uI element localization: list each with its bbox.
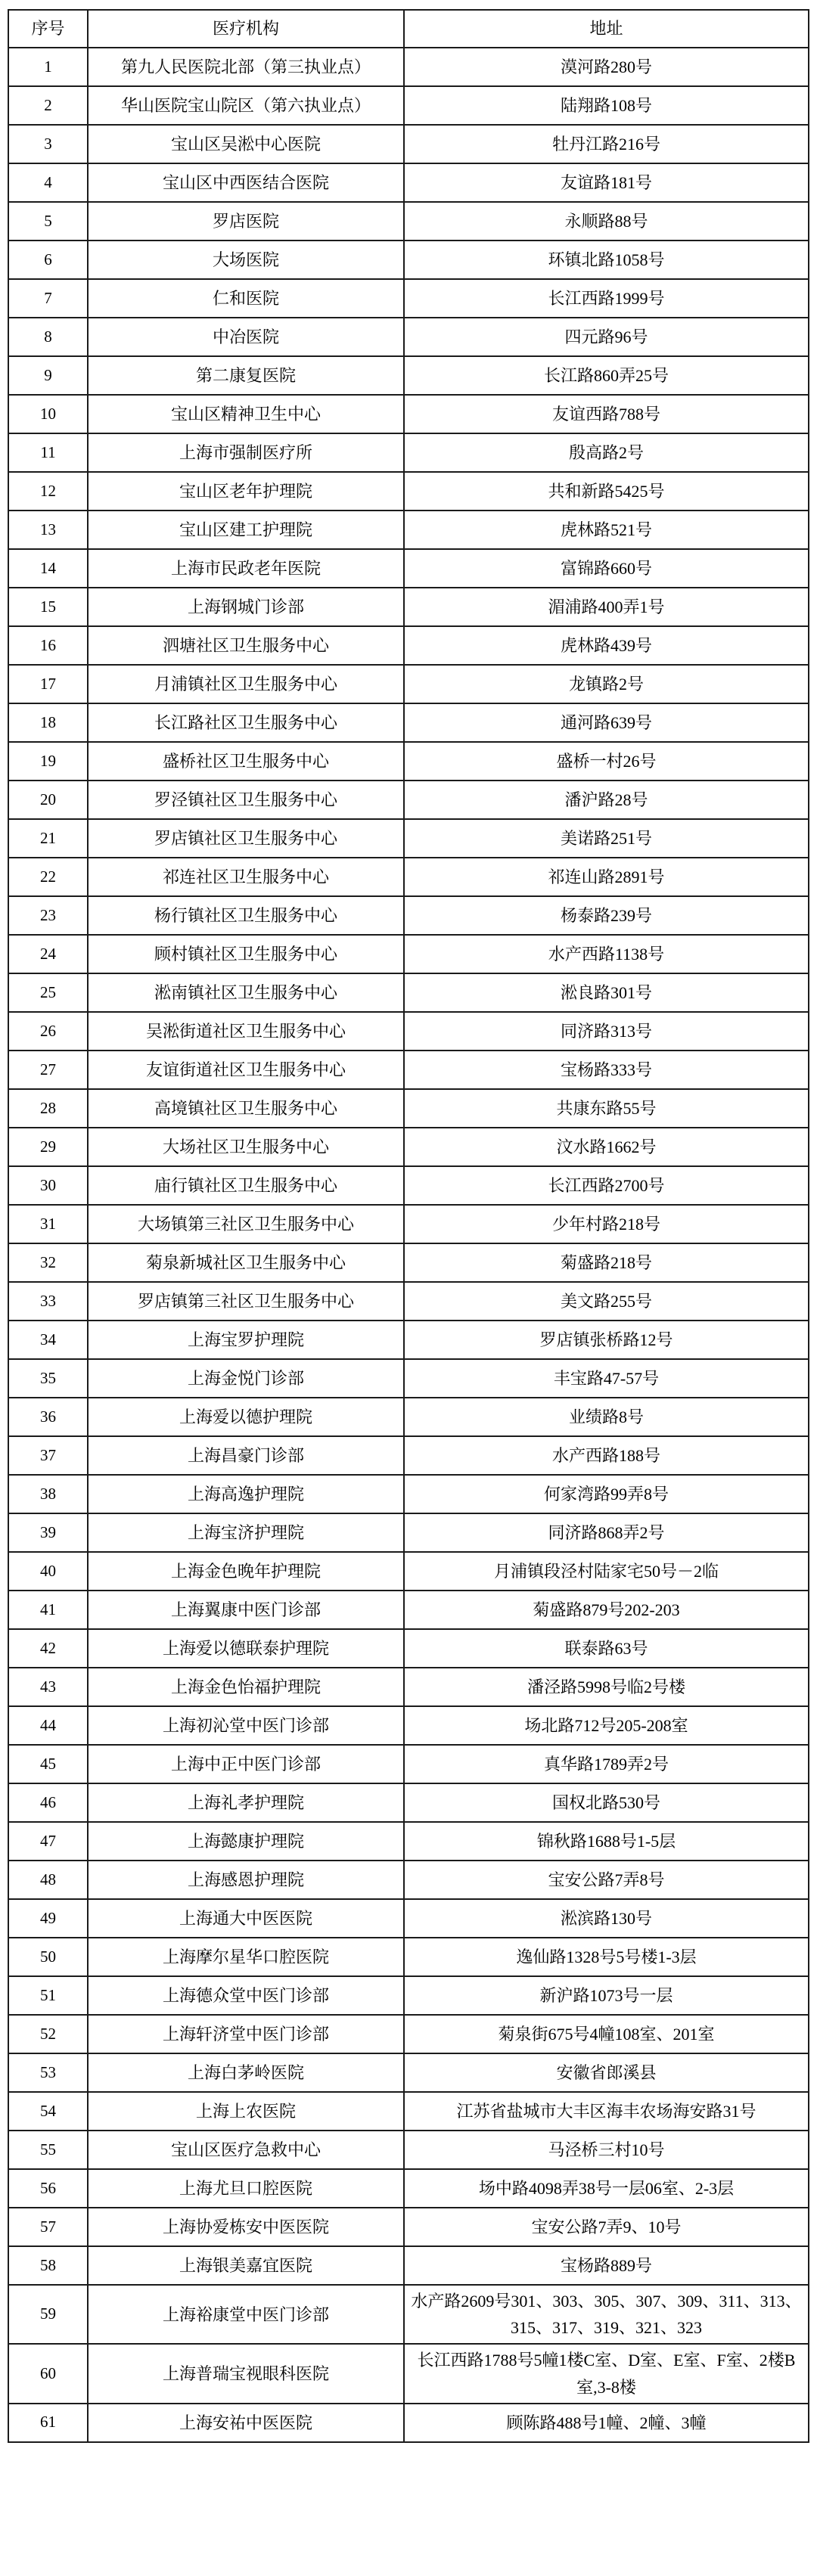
- table-body: [8, 48, 809, 2442]
- row-number-cell: 39: [8, 1513, 88, 1552]
- address-cell: 月浦镇段泾村陆家宅50号－2临: [404, 1552, 809, 1591]
- address-cell: 水产西路1138号: [404, 935, 809, 973]
- table-row: [8, 318, 809, 356]
- address-cell: 杨泰路239号: [404, 896, 809, 935]
- col-header-address: 地址: [404, 10, 809, 48]
- institution-cell: 上海通大中医医院: [88, 1899, 404, 1938]
- address-cell: 漠河路280号: [404, 48, 809, 86]
- table-row: [8, 1012, 809, 1051]
- address-cell: 祁连山路2891号: [404, 858, 809, 896]
- row-number-cell: 24: [8, 935, 88, 973]
- table-row: [8, 973, 809, 1012]
- institution-cell: 长江路社区卫生服务中心: [88, 703, 404, 742]
- institution-cell: 中冶医院: [88, 318, 404, 356]
- address-cell: 水产西路188号: [404, 1436, 809, 1475]
- table-row: [8, 626, 809, 665]
- institution-cell: 上海上农医院: [88, 2092, 404, 2131]
- row-number-cell: 7: [8, 279, 88, 318]
- table-row: [8, 1783, 809, 1822]
- institution-cell: 上海金色怡福护理院: [88, 1668, 404, 1706]
- table-row: [8, 1668, 809, 1706]
- table-row: [8, 1475, 809, 1513]
- institution-cell: 仁和医院: [88, 279, 404, 318]
- row-number-cell: 35: [8, 1359, 88, 1398]
- table-row: [8, 86, 809, 125]
- table-row: [8, 1243, 809, 1282]
- table-row: [8, 1436, 809, 1475]
- table-row: [8, 2246, 809, 2285]
- address-cell: 顾陈路488号1幢、2幢、3幢: [404, 2404, 809, 2442]
- institution-cell: 上海市民政老年医院: [88, 549, 404, 588]
- address-cell: 龙镇路2号: [404, 665, 809, 703]
- address-cell: 江苏省盐城市大丰区海丰农场海安路31号: [404, 2092, 809, 2131]
- institution-cell: 上海尤旦口腔医院: [88, 2169, 404, 2208]
- row-number-cell: 46: [8, 1783, 88, 1822]
- institution-cell: 高境镇社区卫生服务中心: [88, 1089, 404, 1128]
- address-cell: 宝安公路7弄8号: [404, 1861, 809, 1899]
- table-row: [8, 703, 809, 742]
- address-cell: 共和新路5425号: [404, 472, 809, 511]
- address-cell: 潘沪路28号: [404, 781, 809, 819]
- row-number-cell: 42: [8, 1629, 88, 1668]
- institution-cell: 祁连社区卫生服务中心: [88, 858, 404, 896]
- row-number-cell: 58: [8, 2246, 88, 2285]
- table-row: [8, 356, 809, 395]
- table-row: [8, 1205, 809, 1243]
- table-row: [8, 1089, 809, 1128]
- address-cell: 长江西路2700号: [404, 1166, 809, 1205]
- address-cell: 盛桥一村26号: [404, 742, 809, 781]
- institution-cell: 第九人民医院北部（第三执业点）: [88, 48, 404, 86]
- row-number-cell: 38: [8, 1475, 88, 1513]
- table-row: [8, 1282, 809, 1321]
- row-number-cell: 3: [8, 125, 88, 163]
- table-row: [8, 858, 809, 896]
- institution-cell: 上海协爱栋安中医医院: [88, 2208, 404, 2246]
- institution-cell: 杨行镇社区卫生服务中心: [88, 896, 404, 935]
- address-cell: 水产路2609号301、303、305、307、309、311、313、315、317、319、321、323: [404, 2285, 809, 2344]
- table-row: [8, 1051, 809, 1089]
- address-cell: 国权北路530号: [404, 1783, 809, 1822]
- row-number-cell: 41: [8, 1591, 88, 1629]
- row-number-cell: 10: [8, 395, 88, 433]
- address-cell: 业绩路8号: [404, 1398, 809, 1436]
- institution-cell: 上海德众堂中医门诊部: [88, 1976, 404, 2015]
- address-cell: 淞良路301号: [404, 973, 809, 1012]
- table-row: [8, 1321, 809, 1359]
- institution-cell: 上海昌豪门诊部: [88, 1436, 404, 1475]
- row-number-cell: 4: [8, 163, 88, 202]
- institution-cell: 上海中正中医门诊部: [88, 1745, 404, 1783]
- row-number-cell: 56: [8, 2169, 88, 2208]
- table-row: [8, 48, 809, 86]
- address-cell: 友谊路181号: [404, 163, 809, 202]
- row-number-cell: 22: [8, 858, 88, 896]
- address-cell: 场中路4098弄38号一层06室、2-3层: [404, 2169, 809, 2208]
- institution-cell: 宝山区医疗急救中心: [88, 2131, 404, 2169]
- table-row: [8, 742, 809, 781]
- institution-cell: 上海银美嘉宜医院: [88, 2246, 404, 2285]
- address-cell: 马泾桥三村10号: [404, 2131, 809, 2169]
- institution-cell: 宝山区老年护理院: [88, 472, 404, 511]
- address-cell: 长江西路1788号5幢1楼C室、D室、E室、F室、2楼B室,3-8楼: [404, 2344, 809, 2403]
- institution-cell: 上海市强制医疗所: [88, 433, 404, 472]
- institution-cell: 宝山区吴淞中心医院: [88, 125, 404, 163]
- row-number-cell: 51: [8, 1976, 88, 2015]
- address-cell: 共康东路55号: [404, 1089, 809, 1128]
- institution-cell: 月浦镇社区卫生服务中心: [88, 665, 404, 703]
- header-row: [8, 10, 809, 48]
- table-row: [8, 1629, 809, 1668]
- row-number-cell: 55: [8, 2131, 88, 2169]
- institution-cell: 罗店镇社区卫生服务中心: [88, 819, 404, 858]
- institution-cell: 罗店镇第三社区卫生服务中心: [88, 1282, 404, 1321]
- table-row: [8, 2015, 809, 2053]
- address-cell: 锦秋路1688号1-5层: [404, 1822, 809, 1861]
- address-cell: 真华路1789弄2号: [404, 1745, 809, 1783]
- address-cell: 逸仙路1328号5号楼1-3层: [404, 1938, 809, 1976]
- institution-cell: 顾村镇社区卫生服务中心: [88, 935, 404, 973]
- row-number-cell: 52: [8, 2015, 88, 2053]
- row-number-cell: 61: [8, 2404, 88, 2442]
- table-row: [8, 279, 809, 318]
- address-cell: 丰宝路47-57号: [404, 1359, 809, 1398]
- address-cell: 安徽省郎溪县: [404, 2053, 809, 2092]
- address-cell: 虎林路521号: [404, 511, 809, 549]
- row-number-cell: 19: [8, 742, 88, 781]
- institution-cell: 上海普瑞宝视眼科医院: [88, 2344, 404, 2403]
- address-cell: 菊盛路879号202-203: [404, 1591, 809, 1629]
- institution-cell: 大场镇第三社区卫生服务中心: [88, 1205, 404, 1243]
- row-number-cell: 53: [8, 2053, 88, 2092]
- table-row: [8, 1591, 809, 1629]
- institution-cell: 宝山区建工护理院: [88, 511, 404, 549]
- table-row: [8, 1938, 809, 1976]
- institution-cell: 上海摩尔星华口腔医院: [88, 1938, 404, 1976]
- row-number-cell: 17: [8, 665, 88, 703]
- table-row: [8, 2285, 809, 2344]
- row-number-cell: 16: [8, 626, 88, 665]
- institution-cell: 友谊街道社区卫生服务中心: [88, 1051, 404, 1089]
- row-number-cell: 1: [8, 48, 88, 86]
- address-cell: 陆翔路108号: [404, 86, 809, 125]
- table-row: [8, 2092, 809, 2131]
- institution-cell: 上海裕康堂中医门诊部: [88, 2285, 404, 2344]
- table-row: [8, 433, 809, 472]
- address-cell: 罗店镇张桥路12号: [404, 1321, 809, 1359]
- institution-cell: 庙行镇社区卫生服务中心: [88, 1166, 404, 1205]
- institution-cell: 上海宝罗护理院: [88, 1321, 404, 1359]
- institution-cell: 上海高逸护理院: [88, 1475, 404, 1513]
- row-number-cell: 60: [8, 2344, 88, 2403]
- institution-cell: 第二康复医院: [88, 356, 404, 395]
- institution-cell: 上海爱以德护理院: [88, 1398, 404, 1436]
- address-cell: 富锦路660号: [404, 549, 809, 588]
- row-number-cell: 31: [8, 1205, 88, 1243]
- table-row: [8, 202, 809, 241]
- address-cell: 牡丹江路216号: [404, 125, 809, 163]
- address-cell: 四元路96号: [404, 318, 809, 356]
- row-number-cell: 54: [8, 2092, 88, 2131]
- institution-cell: 宝山区中西医结合医院: [88, 163, 404, 202]
- table-row: [8, 1513, 809, 1552]
- address-cell: 通河路639号: [404, 703, 809, 742]
- table-row: [8, 1552, 809, 1591]
- address-cell: 长江西路1999号: [404, 279, 809, 318]
- row-number-cell: 45: [8, 1745, 88, 1783]
- institution-cell: 上海翼康中医门诊部: [88, 1591, 404, 1629]
- row-number-cell: 57: [8, 2208, 88, 2246]
- institution-cell: 淞南镇社区卫生服务中心: [88, 973, 404, 1012]
- table-row: [8, 472, 809, 511]
- table-row: [8, 1822, 809, 1861]
- row-number-cell: 44: [8, 1706, 88, 1745]
- row-number-cell: 23: [8, 896, 88, 935]
- table-row: [8, 1861, 809, 1899]
- row-number-cell: 30: [8, 1166, 88, 1205]
- table-row: [8, 1745, 809, 1783]
- row-number-cell: 36: [8, 1398, 88, 1436]
- table-row: [8, 1899, 809, 1938]
- institution-cell: 上海白茅岭医院: [88, 2053, 404, 2092]
- row-number-cell: 27: [8, 1051, 88, 1089]
- row-number-cell: 5: [8, 202, 88, 241]
- address-cell: 宝杨路889号: [404, 2246, 809, 2285]
- row-number-cell: 28: [8, 1089, 88, 1128]
- institution-cell: 大场医院: [88, 241, 404, 279]
- row-number-cell: 18: [8, 703, 88, 742]
- row-number-cell: 43: [8, 1668, 88, 1706]
- institution-cell: 罗泾镇社区卫生服务中心: [88, 781, 404, 819]
- col-header-number: 序号: [8, 10, 88, 48]
- row-number-cell: 12: [8, 472, 88, 511]
- address-cell: 美文路255号: [404, 1282, 809, 1321]
- address-cell: 潘泾路5998号临2号楼: [404, 1668, 809, 1706]
- table-row: [8, 1706, 809, 1745]
- row-number-cell: 26: [8, 1012, 88, 1051]
- institution-cell: 上海金悦门诊部: [88, 1359, 404, 1398]
- table-row: [8, 781, 809, 819]
- table-row: [8, 2169, 809, 2208]
- row-number-cell: 59: [8, 2285, 88, 2344]
- address-cell: 友谊西路788号: [404, 395, 809, 433]
- row-number-cell: 33: [8, 1282, 88, 1321]
- table-row: [8, 588, 809, 626]
- institution-cell: 宝山区精神卫生中心: [88, 395, 404, 433]
- table-row: [8, 125, 809, 163]
- address-cell: 美诺路251号: [404, 819, 809, 858]
- table-row: [8, 241, 809, 279]
- table-row: [8, 2208, 809, 2246]
- institution-cell: 菊泉新城社区卫生服务中心: [88, 1243, 404, 1282]
- institution-cell: 罗店医院: [88, 202, 404, 241]
- address-cell: 长江路860弄25号: [404, 356, 809, 395]
- institution-cell: 华山医院宝山院区（第六执业点）: [88, 86, 404, 125]
- institution-cell: 上海懿康护理院: [88, 1822, 404, 1861]
- institution-cell: 上海初沁堂中医门诊部: [88, 1706, 404, 1745]
- institution-cell: 上海礼孝护理院: [88, 1783, 404, 1822]
- table-row: [8, 549, 809, 588]
- address-cell: 菊盛路218号: [404, 1243, 809, 1282]
- row-number-cell: 6: [8, 241, 88, 279]
- col-header-institution: 医疗机构: [88, 10, 404, 48]
- institution-cell: 上海感恩护理院: [88, 1861, 404, 1899]
- row-number-cell: 32: [8, 1243, 88, 1282]
- address-cell: 殷高路2号: [404, 433, 809, 472]
- institution-cell: 上海金色晚年护理院: [88, 1552, 404, 1591]
- row-number-cell: 50: [8, 1938, 88, 1976]
- row-number-cell: 48: [8, 1861, 88, 1899]
- row-number-cell: 21: [8, 819, 88, 858]
- address-cell: 同济路868弄2号: [404, 1513, 809, 1552]
- row-number-cell: 47: [8, 1822, 88, 1861]
- table-row: [8, 1128, 809, 1166]
- address-cell: 宝杨路333号: [404, 1051, 809, 1089]
- institution-cell: 上海爱以德联泰护理院: [88, 1629, 404, 1668]
- table-row: [8, 163, 809, 202]
- address-cell: 汶水路1662号: [404, 1128, 809, 1166]
- row-number-cell: 40: [8, 1552, 88, 1591]
- institution-cell: 上海宝济护理院: [88, 1513, 404, 1552]
- row-number-cell: 15: [8, 588, 88, 626]
- institution-cell: 盛桥社区卫生服务中心: [88, 742, 404, 781]
- address-cell: 同济路313号: [404, 1012, 809, 1051]
- row-number-cell: 37: [8, 1436, 88, 1475]
- address-cell: 虎林路439号: [404, 626, 809, 665]
- row-number-cell: 13: [8, 511, 88, 549]
- row-number-cell: 20: [8, 781, 88, 819]
- institution-cell: 上海轩济堂中医门诊部: [88, 2015, 404, 2053]
- table-row: [8, 2131, 809, 2169]
- address-cell: 联泰路63号: [404, 1629, 809, 1668]
- table-row: [8, 1976, 809, 2015]
- address-cell: 何家湾路99弄8号: [404, 1475, 809, 1513]
- row-number-cell: 34: [8, 1321, 88, 1359]
- institution-cell: 上海安祐中医医院: [88, 2404, 404, 2442]
- institution-cell: 泗塘社区卫生服务中心: [88, 626, 404, 665]
- address-cell: 淞滨路130号: [404, 1899, 809, 1938]
- address-cell: 新沪路1073号一层: [404, 1976, 809, 2015]
- table-row: [8, 665, 809, 703]
- address-cell: 少年村路218号: [404, 1205, 809, 1243]
- institution-cell: 吴淞街道社区卫生服务中心: [88, 1012, 404, 1051]
- address-cell: 宝安公路7弄9、10号: [404, 2208, 809, 2246]
- row-number-cell: 8: [8, 318, 88, 356]
- row-number-cell: 49: [8, 1899, 88, 1938]
- row-number-cell: 2: [8, 86, 88, 125]
- table-row: [8, 2053, 809, 2092]
- institution-cell: 上海钢城门诊部: [88, 588, 404, 626]
- institution-cell: 大场社区卫生服务中心: [88, 1128, 404, 1166]
- table-row: [8, 896, 809, 935]
- row-number-cell: 14: [8, 549, 88, 588]
- address-cell: 永顺路88号: [404, 202, 809, 241]
- address-cell: 环镇北路1058号: [404, 241, 809, 279]
- table-row: [8, 2404, 809, 2442]
- address-cell: 菊泉街675号4幢108室、201室: [404, 2015, 809, 2053]
- table-row: [8, 2344, 809, 2403]
- table-row: [8, 935, 809, 973]
- address-cell: 湄浦路400弄1号: [404, 588, 809, 626]
- row-number-cell: 9: [8, 356, 88, 395]
- table-row: [8, 395, 809, 433]
- table-row: [8, 819, 809, 858]
- address-cell: 场北路712号205-208室: [404, 1706, 809, 1745]
- medical-institutions-table: [8, 9, 809, 2443]
- table-row: [8, 1359, 809, 1398]
- table-row: [8, 1166, 809, 1205]
- row-number-cell: 11: [8, 433, 88, 472]
- row-number-cell: 25: [8, 973, 88, 1012]
- table-row: [8, 511, 809, 549]
- table-row: [8, 1398, 809, 1436]
- row-number-cell: 29: [8, 1128, 88, 1166]
